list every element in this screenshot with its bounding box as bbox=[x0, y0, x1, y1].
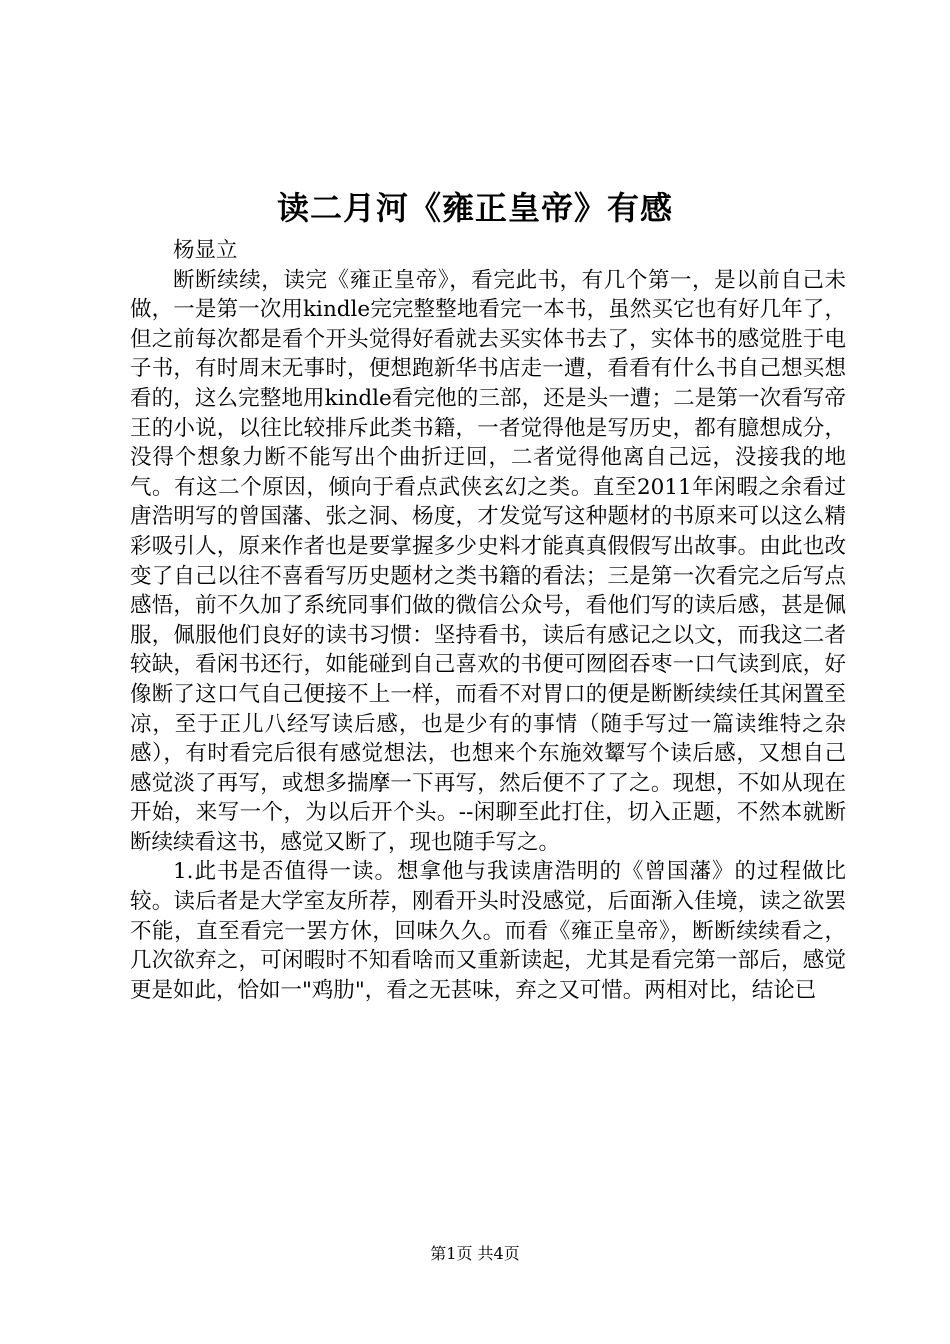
author-name: 杨显立 bbox=[173, 238, 238, 263]
paragraph-intro: 断断续续，读完《雍正皇帝》，看完此书，有几个第一，是以前自己未做，一是第一次用kindle完完整整地看完一本书，虽然买它也有好几年了，但之前每次都是看个开头觉得好看就去买实体书去了，实体书的感觉胜于电子书，有时周末无事时，便想跑新华书店走一遭，看看有什么书自己想买想看的，这么完整地用kindle看完他的三部，还是头一遭；二是第一次看写帝王的小说，以往比较排斥此类书籍，一者觉得他是写历史，都有臆想成分，没得个想象力断不能写出个曲折迂回，二者觉得他离自己远，没接我的地气。有这二个原因，倾向于看点武侠玄幻之类。直至2011年闲暇之余看过唐浩明写的曾国藩、张之洞、杨度，才发觉写这种题材的书原来可以这么精彩吸引人，原来作者也是要掌握多少史料才能真真假假写出故事。由此也改变了自己以往不喜看写历史题材之类书籍的看法；三是第一次看完之后写点感悟，前不久加了系统同事们做的微信公众号，看他们写的读后感，甚是佩服，佩服他们良好的读书习惯：坚持看书，读后有感记之以文，而我这二者较缺，看闲书还行，如能碰到自己喜欢的书便可囫囵吞枣一口气读到底，好像断了这口气自己便接不上一样，而看不对胃口的便是断断续续任其闲置至凉，至于正儿八经写读后感，也是少有的事情（随手写过一篇读维特之杂感），有时看完后很有感觉想法，也想来个东施效颦写个读后感，又想自己感觉淡了再写，或想多揣摩一下再写，然后便不了了之。现想，不如从现在开始，来写一个，为以后开个头。--闲聊至此打住，切入正题，不然本就断断续续看这书，感觉又断了，现也随手写之。 bbox=[130, 267, 846, 855]
document-title: 读二月河《雍正皇帝》有感 bbox=[276, 189, 673, 227]
paragraph-point-1: 1.此书是否值得一读。想拿他与我读唐浩明的《曾国藩》的过程做比较。读后者是大学室友所荐，刚看开头时没感觉，后面渐入佳境，读之欲罢不能，直至看完一罢方休，回味久久。而看《雍正皇帝》，断断续续看之，几次欲弃之，可闲暇时不知看啥而又重新读起，尤其是看完第一部后，感觉更是如此，恰如一"鸡肋"，看之无甚味，弃之又可惜。两相对比，结论已 bbox=[130, 859, 846, 1003]
document-body bbox=[130, 236, 846, 1005]
page-number-footer: 第1页 共4页 bbox=[430, 1244, 520, 1263]
